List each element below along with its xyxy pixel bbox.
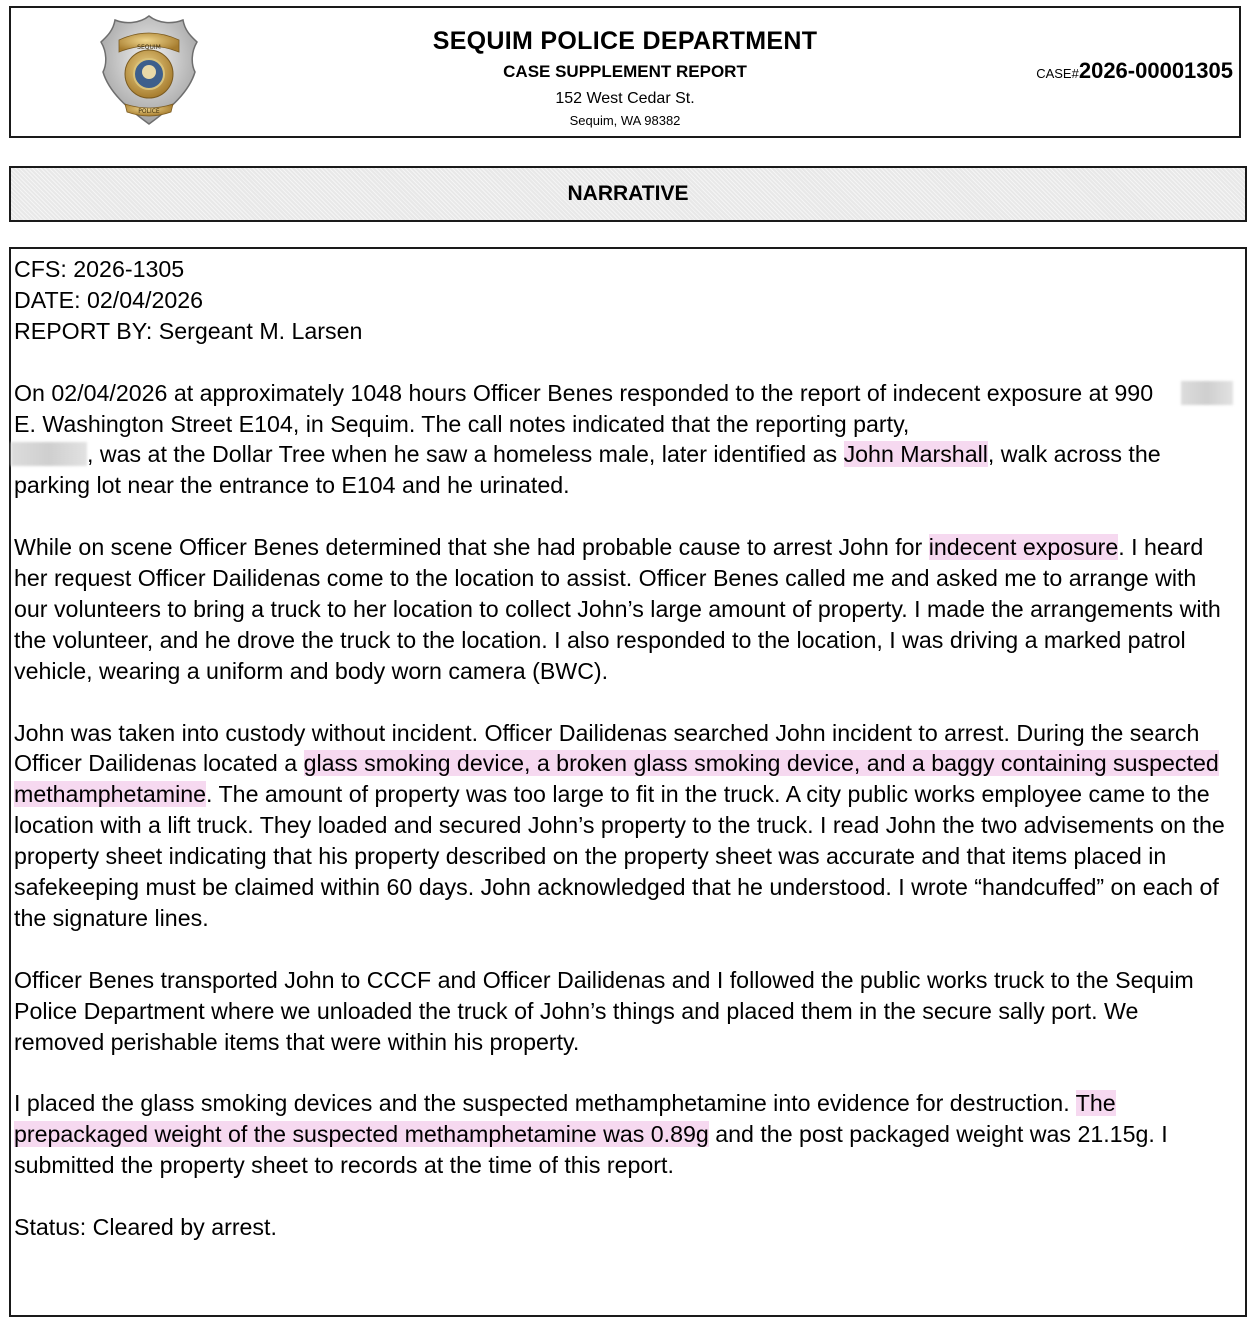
paragraph-3 xyxy=(14,718,1233,934)
status-line: Status: Cleared by arrest. xyxy=(14,1214,277,1240)
case-number-block xyxy=(1036,58,1233,84)
date-line: DATE: 02/04/2026 xyxy=(14,286,204,313)
paragraph-2 xyxy=(14,532,1233,687)
department-name: SEQUIM POLICE DEPARTMENT xyxy=(432,27,818,55)
report-type: CASE SUPPLEMENT REPORT xyxy=(503,62,747,81)
highlight-weight: The prepackaged weight of the suspected methamphetamine was 0.89g xyxy=(14,1090,1116,1148)
paragraph-1-text-c: , walk across the parking lot near the entrance to E104 and he urinated. xyxy=(14,441,1161,499)
paragraph-5 xyxy=(14,1088,1233,1181)
paragraph-3-text-b: . The amount of property was too large to fit in the truck. A city public works employee came to the location with a lift truck. They loaded and secured John’s property to the truck. I read John the two advisements on the property sheet indicating that his property described on the property sheet was accurate and that items placed in safekeeping must be claimed within 60 days. John acknowledged that he understood. I wrote “handcuffed” on each of the signature lines. xyxy=(14,781,1225,931)
paragraph-1-text-a: On 02/04/2026 at approximately 1048 hours Officer Benes responded to the report of indecent exposure at 990 E. Washington Street E104, in Sequim. The call notes indicated that the reporting party, xyxy=(14,379,1154,437)
paragraph-2-text-b: . I heard her request Officer Dailidenas come to the location to assist. Officer Benes called me and asked me to arrange with our volunteers to bring a truck to her location to collect John’s large amount of property. I made the arrangements with the volunteer, and he drove the truck to the location. I also responded to the location, I was driving a marked patrol vehicle, wearing a uniform and body worn camera (BWC). xyxy=(14,534,1221,684)
paragraph-5-text-a: I placed the glass smoking devices and the suspected methamphetamine into evidence for destruction. xyxy=(14,1090,1076,1117)
address-street: 152 West Cedar St. xyxy=(555,90,695,107)
paragraph-5-text-b: and the post packaged weight was 21.15g. I submitted the property sheet to records at the time of this report. xyxy=(14,1121,1168,1179)
highlight-offense: indecent exposure xyxy=(928,534,1119,561)
case-label: CASE# xyxy=(1036,66,1079,81)
paragraph-2-text-a: While on scene Officer Benes determined that she had probable cause to arrest John for xyxy=(14,534,929,561)
report-by-line: REPORT BY: Sergeant M. Larsen xyxy=(14,317,363,344)
report-header xyxy=(9,6,1241,138)
redacted-name xyxy=(1181,381,1233,405)
paragraph-1-text-b: , was at the Dollar Tree when he saw a homeless male, later identified as xyxy=(87,441,844,468)
redacted-name xyxy=(11,442,87,466)
cfs-line: CFS: 2026-1305 xyxy=(14,256,185,282)
report-meta xyxy=(14,254,1233,347)
paragraph-1 xyxy=(14,378,1233,502)
narrative-body xyxy=(9,247,1247,1317)
case-number: 2026-00001305 xyxy=(1078,58,1233,83)
section-title: NARRATIVE xyxy=(567,182,689,205)
paragraph-3-text-a: John was taken into custody without incident. Officer Dailidenas searched John incident to arrest. During the search Officer Dailidenas located a xyxy=(14,719,1200,777)
paragraph-4: Officer Benes transported John to CCCF and Officer Dailidenas and I followed the public works truck to the Sequim Police Department where we unloaded the truck of John’s things and placed them in the secure sally port. We removed perishable items that were within his property. xyxy=(14,966,1194,1055)
highlight-suspect-name: John Marshall xyxy=(843,441,988,468)
address-city: Sequim, WA 98382 xyxy=(569,113,681,128)
badge-bottom-text: POLICE xyxy=(138,108,160,115)
section-header-narrative xyxy=(9,166,1247,222)
highlight-evidence: glass smoking device, a broken glass smoking device, and a baggy containing suspected methamphetamine xyxy=(14,750,1219,808)
badge-top-text: SEQUIM xyxy=(137,44,161,51)
